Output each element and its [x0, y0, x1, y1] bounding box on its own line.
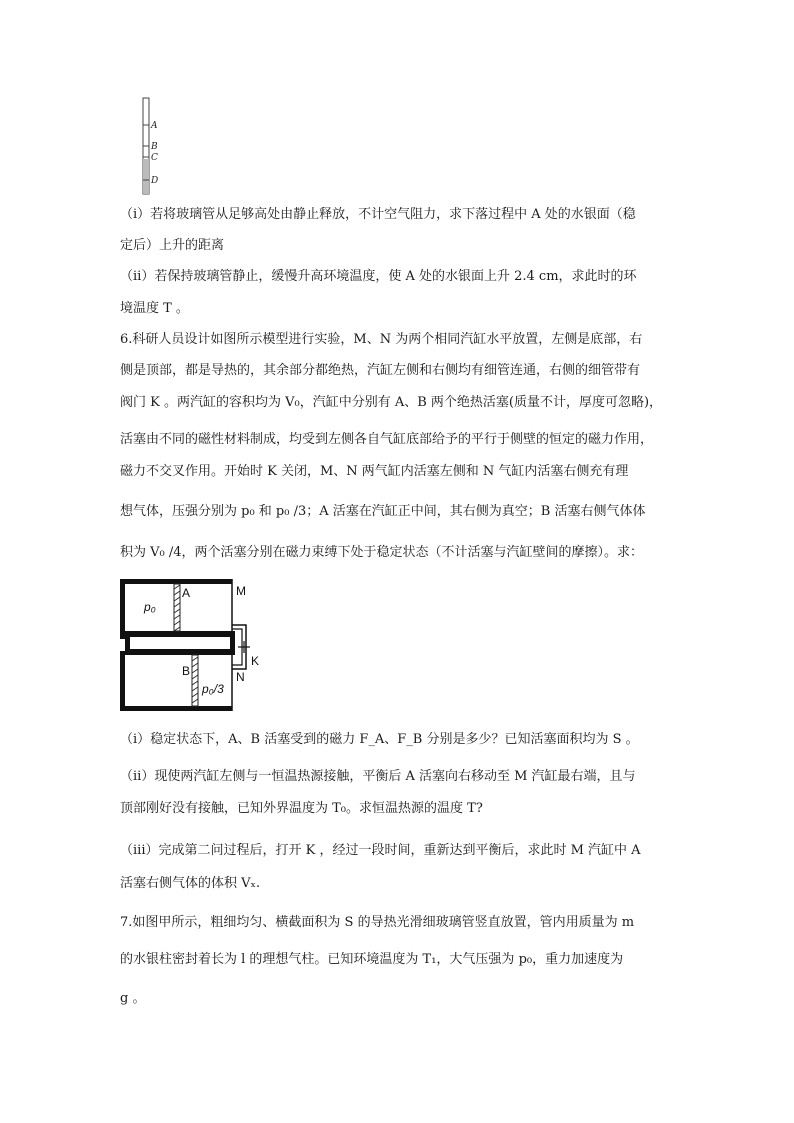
- q6-line5: 磁力不交叉作用。开始时 K 关闭，M、N 两气缸内活塞左侧和 N 气缸内活塞右侧充有理: [120, 464, 629, 479]
- q7-line1: 7.如图甲所示，粗细均匀、横截面积为 S 的导热光滑细玻璃管竖直放置，管内用质量为 m: [120, 915, 635, 930]
- q5-ii-line1: （ⅱ）若保持玻璃管静止，缓慢升高环境温度，使 A 处的水银面上升 2.4 cm，求此时的环: [120, 269, 637, 284]
- q6-line7: 积为 V₀ /4，两个活塞分别在磁力束缚下处于稳定状态（不计活塞与汽缸壁间的摩擦）。求：: [120, 545, 644, 560]
- label-piston-b: B: [182, 664, 191, 678]
- n-left-wall: [120, 651, 125, 711]
- q6-line6: 想气体，压强分别为 p₀ 和 p₀ /3；A 活塞在汽缸正中间，其右侧为真空；B 活塞右侧气体体: [120, 504, 646, 519]
- q6-i: （i）稳定状态下，A、B 活塞受到的磁力 F_A、F_B 分别是多少？已知活塞面积均为 S 。: [120, 732, 639, 747]
- label-valve-k: K: [251, 654, 260, 668]
- q6-ii-line1: （ii）现使两汽缸左侧与一恒温热源接触，平衡后 A 活塞向右移动至 M 汽缸最右端，且与: [120, 769, 636, 784]
- label-cylinder-m: M: [236, 584, 246, 598]
- q6-line1: 6.科研人员设计如图所示模型进行实验，M、N 为两个相同汽缸水平放置，左侧是底部，右: [120, 332, 643, 347]
- q6-line4: 活塞由不同的磁性材料制成，均受到左侧各自气缸底部给予的平行于侧壁的恒定的磁力作用，: [120, 432, 654, 447]
- q5-i-line2: 定后）上升的距离: [120, 238, 225, 253]
- q5-ii-line2: 境温度 T 。: [120, 301, 189, 316]
- q6-iii-line2: 活塞右侧气体的体积 Vₓ.: [120, 876, 261, 891]
- label-d: D: [151, 176, 159, 186]
- q6-line3: 阀门 K 。两汽缸的容积均为 V₀，汽缸中分别有 A、B 两个绝热活塞(质量不计，厚度可忽略)，: [120, 395, 663, 410]
- label-p0-over-3: p₀/3: [202, 682, 224, 696]
- label-c: C: [151, 153, 158, 163]
- label-p0: p₀: [144, 600, 156, 614]
- q6-ii-line2: 顶部刚好没有接触，已知外界温度为 T₀。求恒温热源的温度 T?: [120, 801, 483, 816]
- label-a: A: [151, 121, 158, 131]
- q6-iii-line1: （iii）完成第二问过程后，打开 K ，经过一段时间，重新达到平衡后，求此时 M 汽缸中 A: [120, 843, 641, 858]
- label-b: B: [151, 142, 158, 152]
- q5-i-line1: （ⅰ）若将玻璃管从足够高处由静止释放，不计空气阻力，求下落过程中 A 处的水银面（稳: [120, 207, 636, 222]
- q7-line2: 的水银柱密封着长为 l 的理想气柱。已知环境温度为 T₁，大气压强为 p₀，重力加速度为: [120, 952, 624, 967]
- label-piston-a: A: [182, 586, 191, 600]
- q6-line2: 侧是顶部，都是导热的，其余部分都绝热，汽缸左侧和右侧均有细管连通，右侧的细管带有: [120, 363, 641, 378]
- glass-tube-figure: [135, 96, 175, 196]
- q7-line3: g 。: [120, 991, 146, 1006]
- piston-b: [192, 655, 198, 706]
- label-cylinder-n: N: [236, 670, 245, 684]
- m-top-wall: [120, 579, 232, 584]
- cylinder-figure: [118, 575, 278, 715]
- n-bottom-wall: [120, 706, 232, 711]
- m-left-wall: [120, 579, 125, 639]
